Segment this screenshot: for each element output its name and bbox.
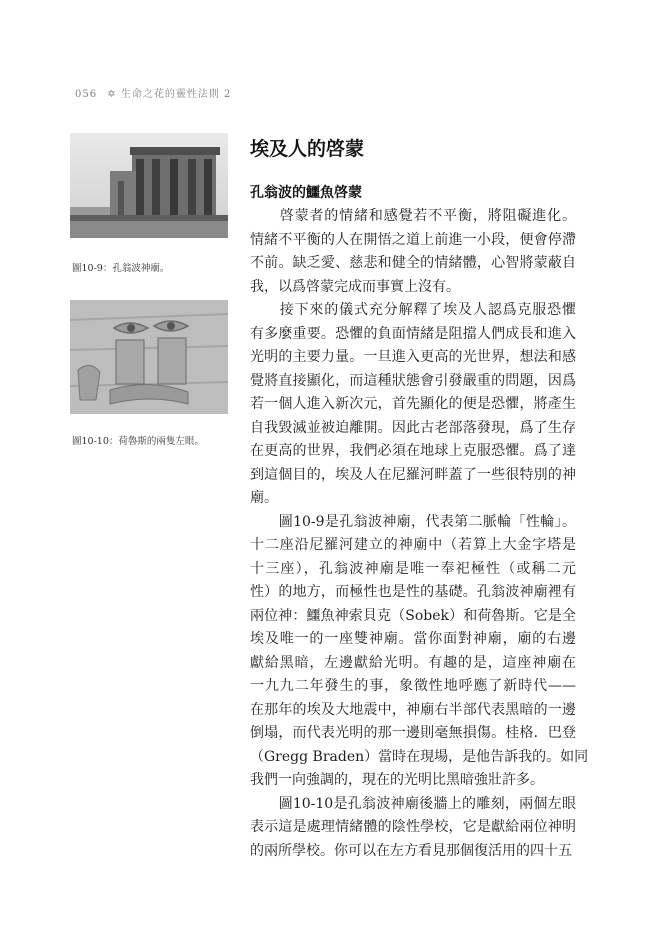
temple-photo bbox=[70, 133, 228, 238]
text-line: 不前。缺乏愛、慈悲和健全的情緒體，心智將蒙蔽自 bbox=[250, 255, 576, 271]
text-line: 圖10-10是孔翁波神廟後牆上的雕刻，兩個左眼 bbox=[250, 795, 576, 812]
text-line: 在那年的埃及大地震中，神廟右半部代表黑暗的一邊 bbox=[250, 701, 576, 718]
paragraph bbox=[250, 511, 589, 793]
text-line: 覺將直接顯化，而這種狀態會引發嚴重的問題，因爲 bbox=[250, 372, 576, 389]
paragraph bbox=[250, 793, 576, 864]
text-line: 的兩所學校。你可以在左方看見那個復活用的四十五 bbox=[250, 842, 572, 859]
text-line: 性）的地方，而極性也是性的基礎。孔翁波神廟裡有 bbox=[250, 584, 576, 600]
text-line: 我，以爲啓蒙完成而事實上沒有。 bbox=[250, 278, 460, 295]
text-line: 在更高的世界，我們必須在地球上克服恐懼。爲了達 bbox=[250, 443, 576, 459]
section-title: 埃及人的啓蒙 bbox=[250, 138, 365, 160]
paragraph bbox=[250, 205, 576, 299]
running-header bbox=[75, 85, 231, 100]
body-text bbox=[250, 205, 589, 863]
text-line: 光明的主要力量。一旦進入更高的光世界，想法和感 bbox=[250, 349, 576, 365]
text-line: 情緒不平衡的人在開悟之道上前進一小段，便會停滯 bbox=[250, 231, 576, 248]
text-line: 十三座），孔翁波神廟是唯一奉祀極性（或稱二元 bbox=[250, 560, 576, 577]
text-line: 接下來的儀式充分解釋了埃及人認爲克服恐懼 bbox=[250, 302, 576, 318]
text-line: 若一個人進入新次元，首先顯化的便是恐懼，將產生 bbox=[250, 396, 576, 412]
text-line: 有多麼重要。恐懼的負面情緒是阻擋人們成長和進入 bbox=[250, 325, 576, 342]
text-line: 到這個目的，埃及人在尼羅河畔蓋了一些很特別的神 bbox=[250, 466, 576, 483]
text-line: 一九九二年發生的事，象徵性地呼應了新時代—— bbox=[250, 678, 576, 694]
text-line: 獻給黑暗，左邊獻給光明。有趣的是，這座神廟在 bbox=[250, 654, 576, 671]
figure-caption: 圖10-9：孔翁波神廟。 bbox=[72, 263, 170, 274]
text-line: 廟。 bbox=[250, 490, 278, 506]
text-line: 我們一向強調的，現在的光明比黑暗強壯許多。 bbox=[250, 772, 544, 788]
paragraph bbox=[250, 299, 576, 511]
figure-caption: 圖10-10：荷魯斯的兩隻左眼。 bbox=[72, 436, 204, 447]
text-line: 十二座沿尼羅河建立的神廟中（若算上大金字塔是 bbox=[250, 537, 576, 553]
text-line: 埃及唯一的一座雙神廟。當你面對神廟，廟的右邊 bbox=[250, 631, 576, 647]
text-line: （Gregg Braden）當時在現場，是他告訴我的。如同 bbox=[250, 748, 589, 765]
text-line: 自我毀滅並被迫離開。因此古老部落發現，爲了生存 bbox=[250, 419, 576, 436]
running-title: ✡ 生命之花的靈性法則 2 bbox=[107, 89, 232, 100]
subsection-title: 孔翁波的鱷魚啓蒙 bbox=[250, 185, 362, 201]
text-line: 倒塌，而代表光明的那一邊則毫無損傷。桂格．巴登 bbox=[250, 725, 576, 741]
page-number: 056 bbox=[75, 89, 98, 100]
text-line: 表示這是處理情緒體的陰性學校，它是獻給兩位神明 bbox=[250, 819, 576, 835]
text-line: 兩位神：鱷魚神索貝克（Sobek）和荷魯斯。它是全 bbox=[250, 607, 576, 624]
text-line: 圖10-9是孔翁波神廟，代表第二脈輪「性輪」。 bbox=[250, 513, 576, 530]
text-line: 啓蒙者的情緒和感覺若不平衡，將阻礙進化。 bbox=[250, 208, 576, 224]
relief-photo bbox=[70, 300, 228, 414]
